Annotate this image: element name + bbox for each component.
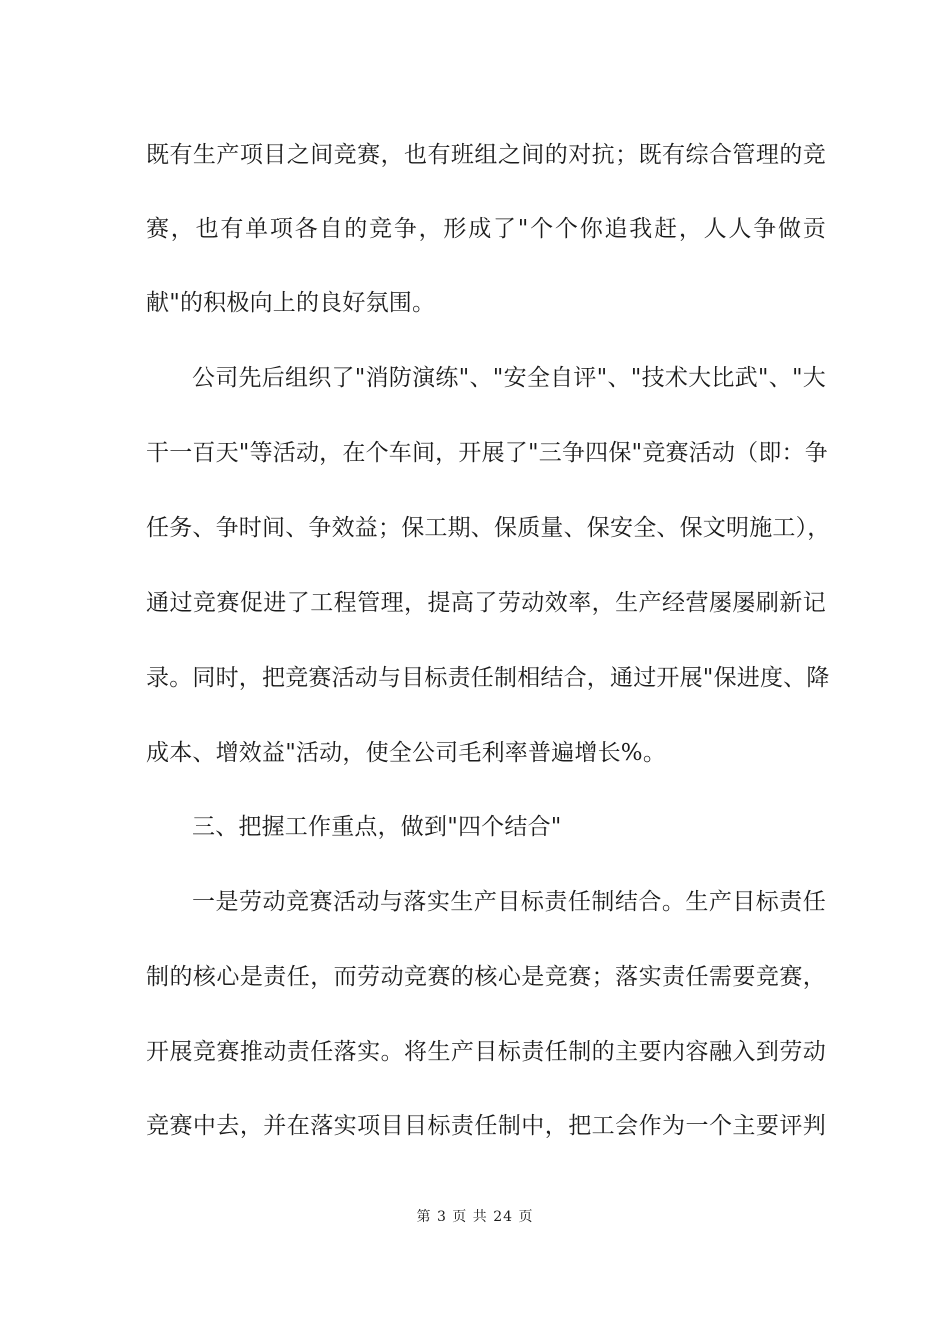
page-number-footer: 第 3 页 共 24 页 xyxy=(416,1209,534,1225)
paragraph-line-14: 竞赛中去，并在落实项目目标责任制中，把工会作为一个主要评判 xyxy=(146,1113,826,1139)
paragraph-line-13: 开展竞赛推动责任落实。将生产目标责任制的主要内容融入到劳动 xyxy=(146,1039,826,1065)
paragraph-line-4: 公司先后组织了"消防演练"、"安全自评"、"技术大比武"、"大 xyxy=(192,365,826,391)
paragraph-line-1: 既有生产项目之间竞赛，也有班组之间的对抗；既有综合管理的竞 xyxy=(146,142,826,168)
paragraph-line-5: 干一百天"等活动，在个车间，开展了"三争四保"竞赛活动（即：争 xyxy=(146,440,828,466)
paragraph-line-2: 赛，也有单项各自的竞争，形成了"个个你追我赶，人人争做贡 xyxy=(146,216,826,242)
paragraph-line-8: 录。同时，把竞赛活动与目标责任制相结合，通过开展"保进度、降 xyxy=(146,665,830,691)
section-heading: 三、把握工作重点，做到"四个结合" xyxy=(192,814,562,840)
paragraph-line-11: 一是劳动竞赛活动与落实生产目标责任制结合。生产目标责任 xyxy=(192,889,826,915)
paragraph-line-12: 制的核心是责任，而劳动竞赛的核心是竞赛；落实责任需要竞赛， xyxy=(146,964,826,990)
paragraph-line-6: 任务、争时间、争效益；保工期、保质量、保安全、保文明施工）， xyxy=(146,515,831,541)
paragraph-line-9: 成本、增效益"活动，使全公司毛利率普遍增长%。 xyxy=(146,740,667,766)
paragraph-line-3: 献"的积极向上的良好氛围。 xyxy=(146,290,436,316)
paragraph-line-7: 通过竞赛促进了工程管理，提高了劳动效率，生产经营屡屡刷新记 xyxy=(146,590,826,616)
